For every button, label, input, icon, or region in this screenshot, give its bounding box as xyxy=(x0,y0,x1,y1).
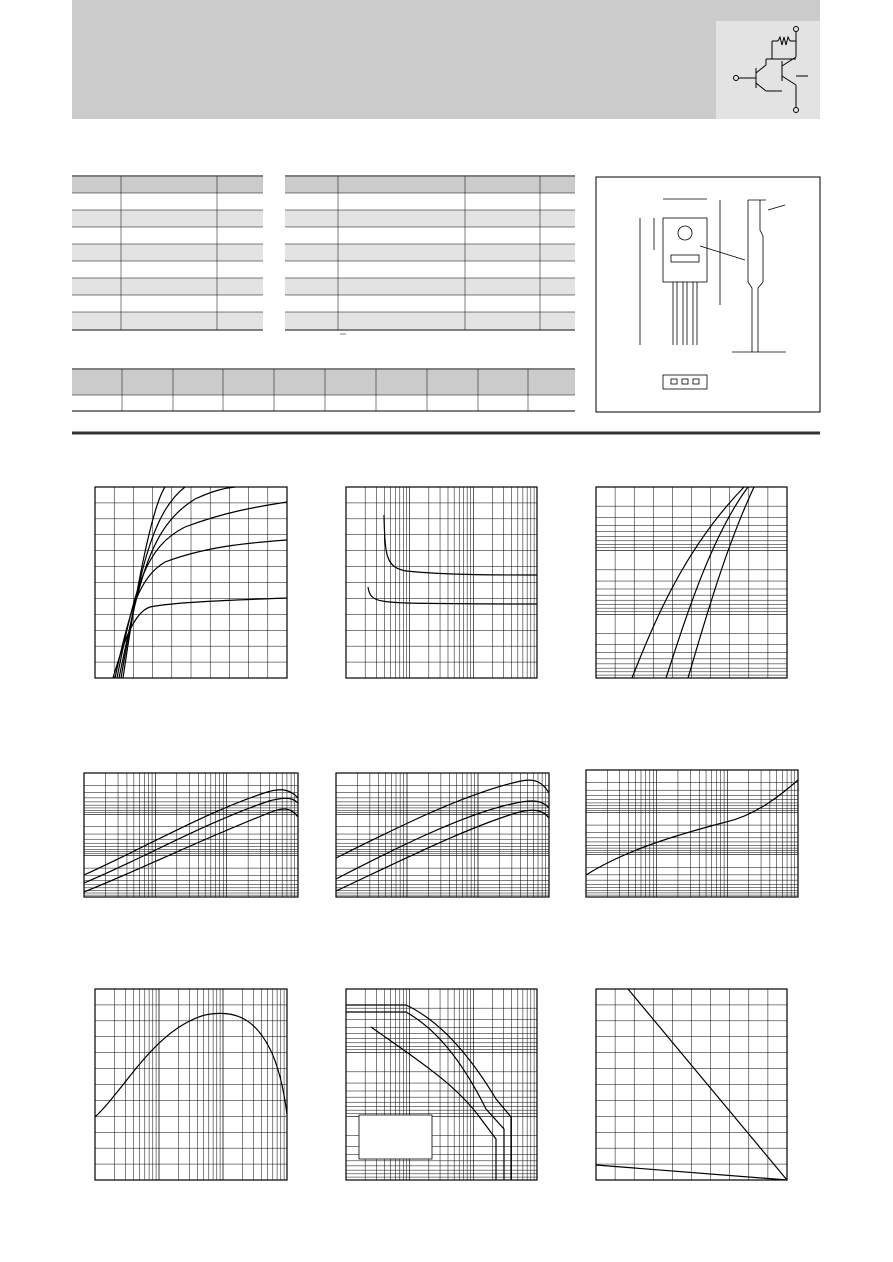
chart-g8 xyxy=(346,989,537,1180)
chart-g4 xyxy=(84,773,298,897)
chart-g6 xyxy=(586,770,798,897)
chart-g8-legend-box xyxy=(359,1115,432,1159)
chart-g5 xyxy=(336,773,549,897)
chart-g9 xyxy=(596,989,787,1180)
bottom-table xyxy=(72,369,575,411)
chart-g3 xyxy=(596,487,787,678)
chart-g2 xyxy=(346,487,537,678)
chart-g7 xyxy=(95,989,287,1180)
left-table xyxy=(72,176,263,330)
ratings-tables xyxy=(0,0,893,440)
chart-g1 xyxy=(95,487,287,678)
package-outline-drawing xyxy=(596,177,820,412)
right-table xyxy=(285,176,575,334)
